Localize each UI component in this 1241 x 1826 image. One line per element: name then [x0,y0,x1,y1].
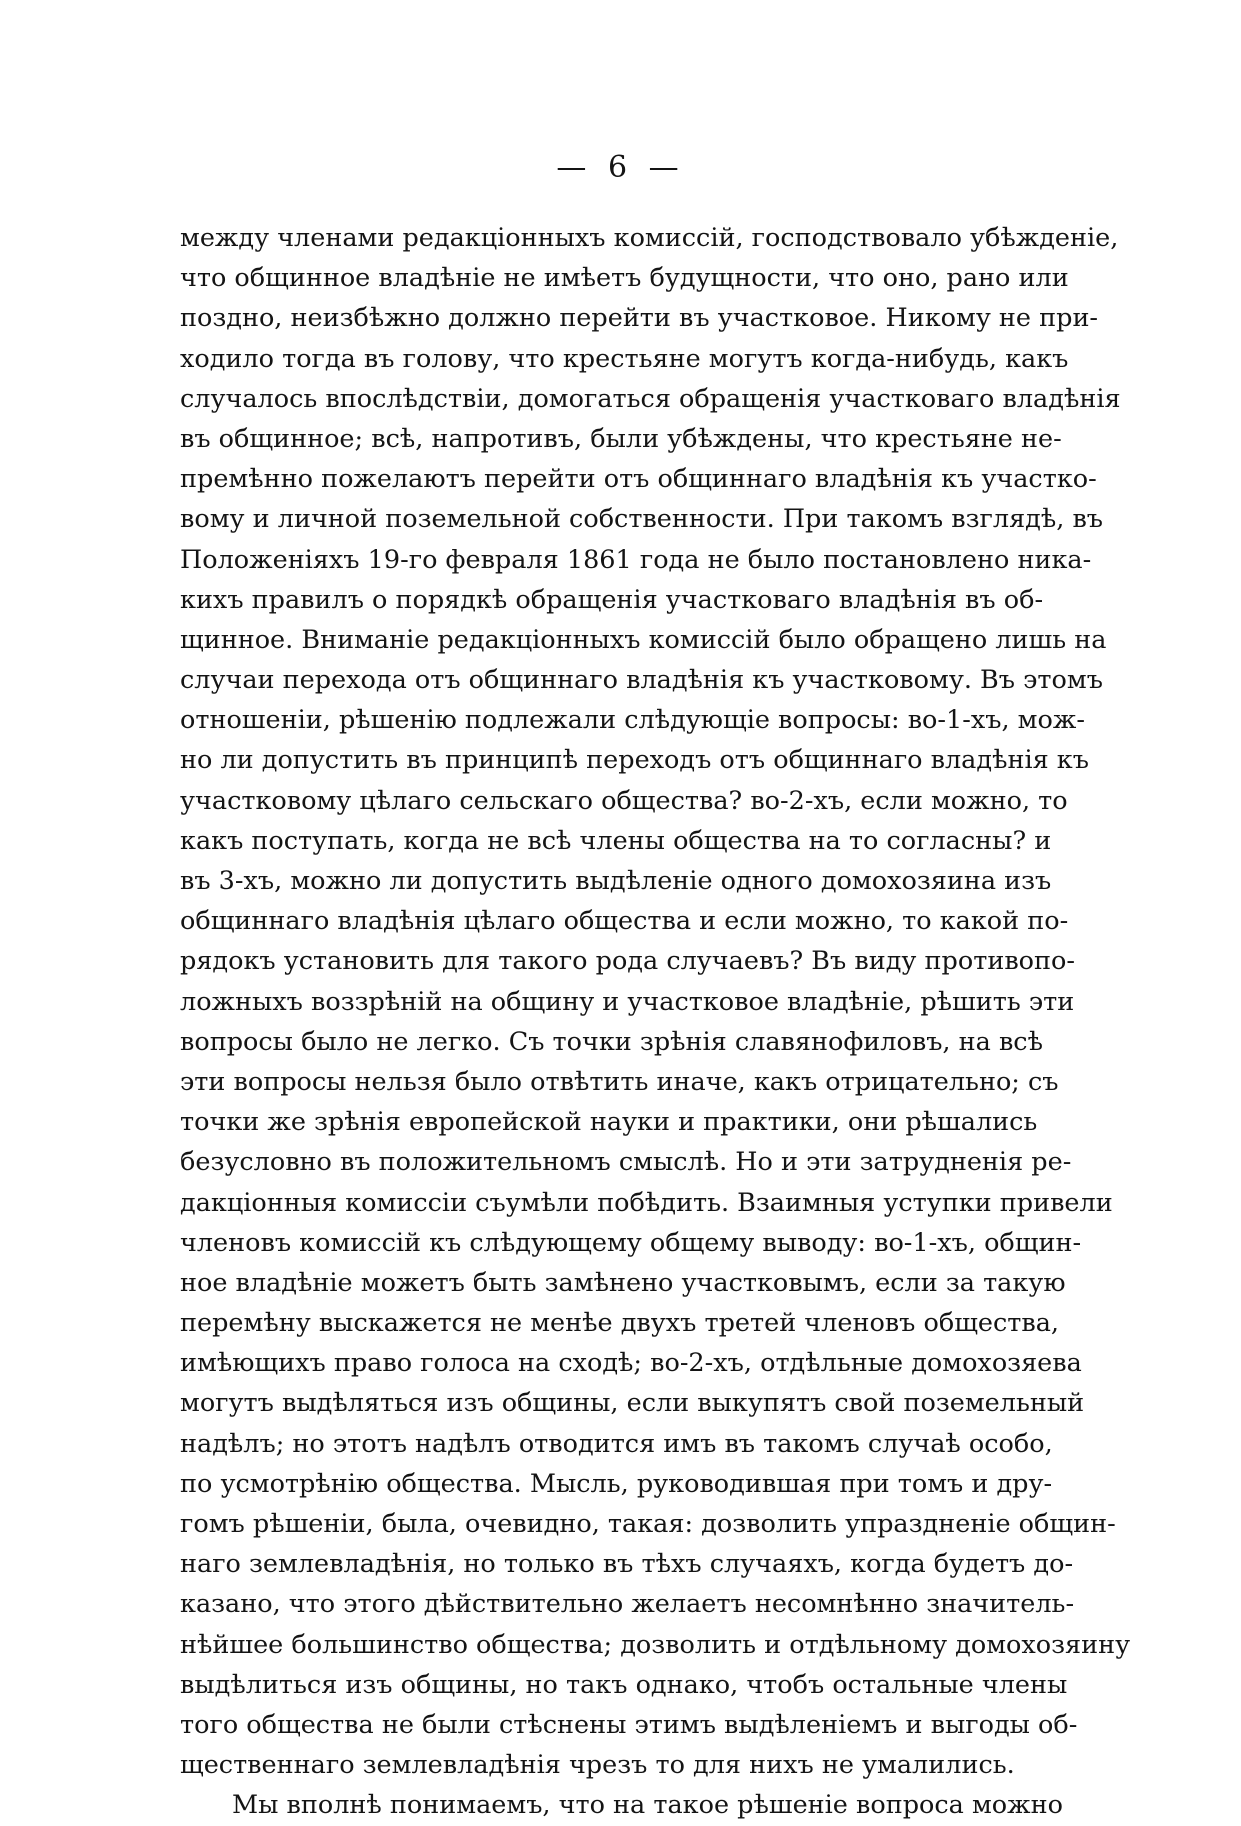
text-line: между членами редакціонныхъ комиссій, господствовало убѣжденіе, [180,223,1119,253]
text-line: случалось впослѣдствіи, домогаться обращенія участковаго владѣнія [180,383,1121,414]
text-line: кихъ правилъ о порядкѣ обращенія участковаго владѣнія въ об- [180,584,1044,615]
text-line: эти вопросы нельзя было отвѣтить иначе, какъ отрицательно; съ [180,1066,1059,1097]
text-line: могутъ выдѣляться изъ общины, если выкупятъ свой поземельный [180,1388,1085,1419]
text-line: щественнаго землевладѣнія чрезъ то для нихъ не умалились. [180,1750,1015,1781]
text-line: нѣйшее большинство общества; дозволить и отдѣльному домохозяину [180,1629,1131,1660]
text-line: точки же зрѣнія европейской науки и практики, они рѣшались [180,1107,1038,1138]
text-line: дакціонныя комиссіи съумѣли побѣдить. Взаимныя уступки привели [180,1187,1113,1218]
body-text [180,218,1131,1826]
text-line: рядокъ установить для такого рода случаевъ? Въ виду противопо- [180,946,1075,977]
text-line: участковому цѣлаго сельскаго общества? во-2-хъ, если можно, то [180,785,1068,816]
text-line: въ 3-хъ, можно ли допустить выдѣленіе одного домохозяина изъ [180,866,1052,896]
text-line: перемѣну выскажется не менѣе двухъ третей членовъ общества, [180,1308,1060,1339]
text-line: по усмотрѣнію общества. Мысль, руководившая при томъ и дру- [180,1468,1053,1499]
text-line: Положеніяхъ 19-го февраля 1861 года не было постановлено ника- [180,544,1092,575]
text-line: отношеніи, рѣшенію подлежали слѣдующіе вопросы: во-1-хъ, мож- [180,705,1085,736]
text-line: что общинное владѣніе не имѣетъ будущности, что оно, рано или [180,263,1069,294]
text-line: премѣнно пожелаютъ перейти отъ общиннаго владѣнія къ участко- [180,464,1097,495]
text-line: того общества не были стѣснены этимъ выдѣленіемъ и выгоды об- [180,1709,1078,1740]
text-line: общиннаго владѣнія цѣлаго общества и если можно, то какой по- [180,906,1069,937]
text-line: безусловно въ положительномъ смыслѣ. Но и эти затрудненія ре- [180,1147,1072,1178]
text-line: гомъ рѣшеніи, была, очевидно, такая: дозволить упраздненіе общин- [180,1509,1116,1539]
text-line: надѣлъ; но этотъ надѣлъ отводится имъ въ такомъ случаѣ особо, [180,1428,1053,1459]
text-line: но ли допустить въ принципѣ переходъ отъ общиннаго владѣнія къ [180,745,1089,776]
page-number: — 6 — [556,150,685,185]
text-line: Мы вполнѣ понимаемъ, что на такое рѣшеніе вопроса можно [232,1790,1063,1821]
text-line: выдѣлиться изъ общины, но такъ однако, чтобъ остальные члены [180,1669,1068,1700]
text-line: ходило тогда въ голову, что крестьяне могутъ когда-нибудь, какъ [180,343,1069,374]
text-line: поздно, неизбѣжно должно перейти въ участковое. Никому не при- [180,303,1099,334]
text-line: членовъ комиссій къ слѣдующему общему выводу: во-1-хъ, общин- [180,1227,1082,1258]
text-line: вому и личной поземельной собственности. При такомъ взглядѣ, въ [180,504,1104,535]
text-line: случаи перехода отъ общиннаго владѣнія къ участковому. Въ этомъ [180,665,1103,696]
text-line: наго землевладѣнія, но только въ тѣхъ случаяхъ, когда будетъ до- [180,1549,1074,1580]
text-line: ное владѣніе можетъ быть замѣнено участковымъ, если за такую [180,1267,1066,1298]
text-line: вопросы было не легко. Съ точки зрѣнія славянофиловъ, на всѣ [180,1026,1043,1057]
text-line: казано, что этого дѣйствительно желаетъ несомнѣнно значитель- [180,1589,1075,1620]
text-line: имѣющихъ право голоса на сходѣ; во-2-хъ, отдѣльные домохозяева [180,1348,1082,1379]
text-line: въ общинное; всѣ, напротивъ, были убѣждены, что крестьяне не- [180,423,1062,454]
text-line: ложныхъ воззрѣній на общину и участковое владѣніе, рѣшить эти [180,986,1075,1017]
text-line: щинное. Вниманіе редакціонныхъ комиссій было обращено лишь на [180,624,1107,655]
text-line: какъ поступать, когда не всѣ члены общества на то согласны? и [180,825,1052,856]
